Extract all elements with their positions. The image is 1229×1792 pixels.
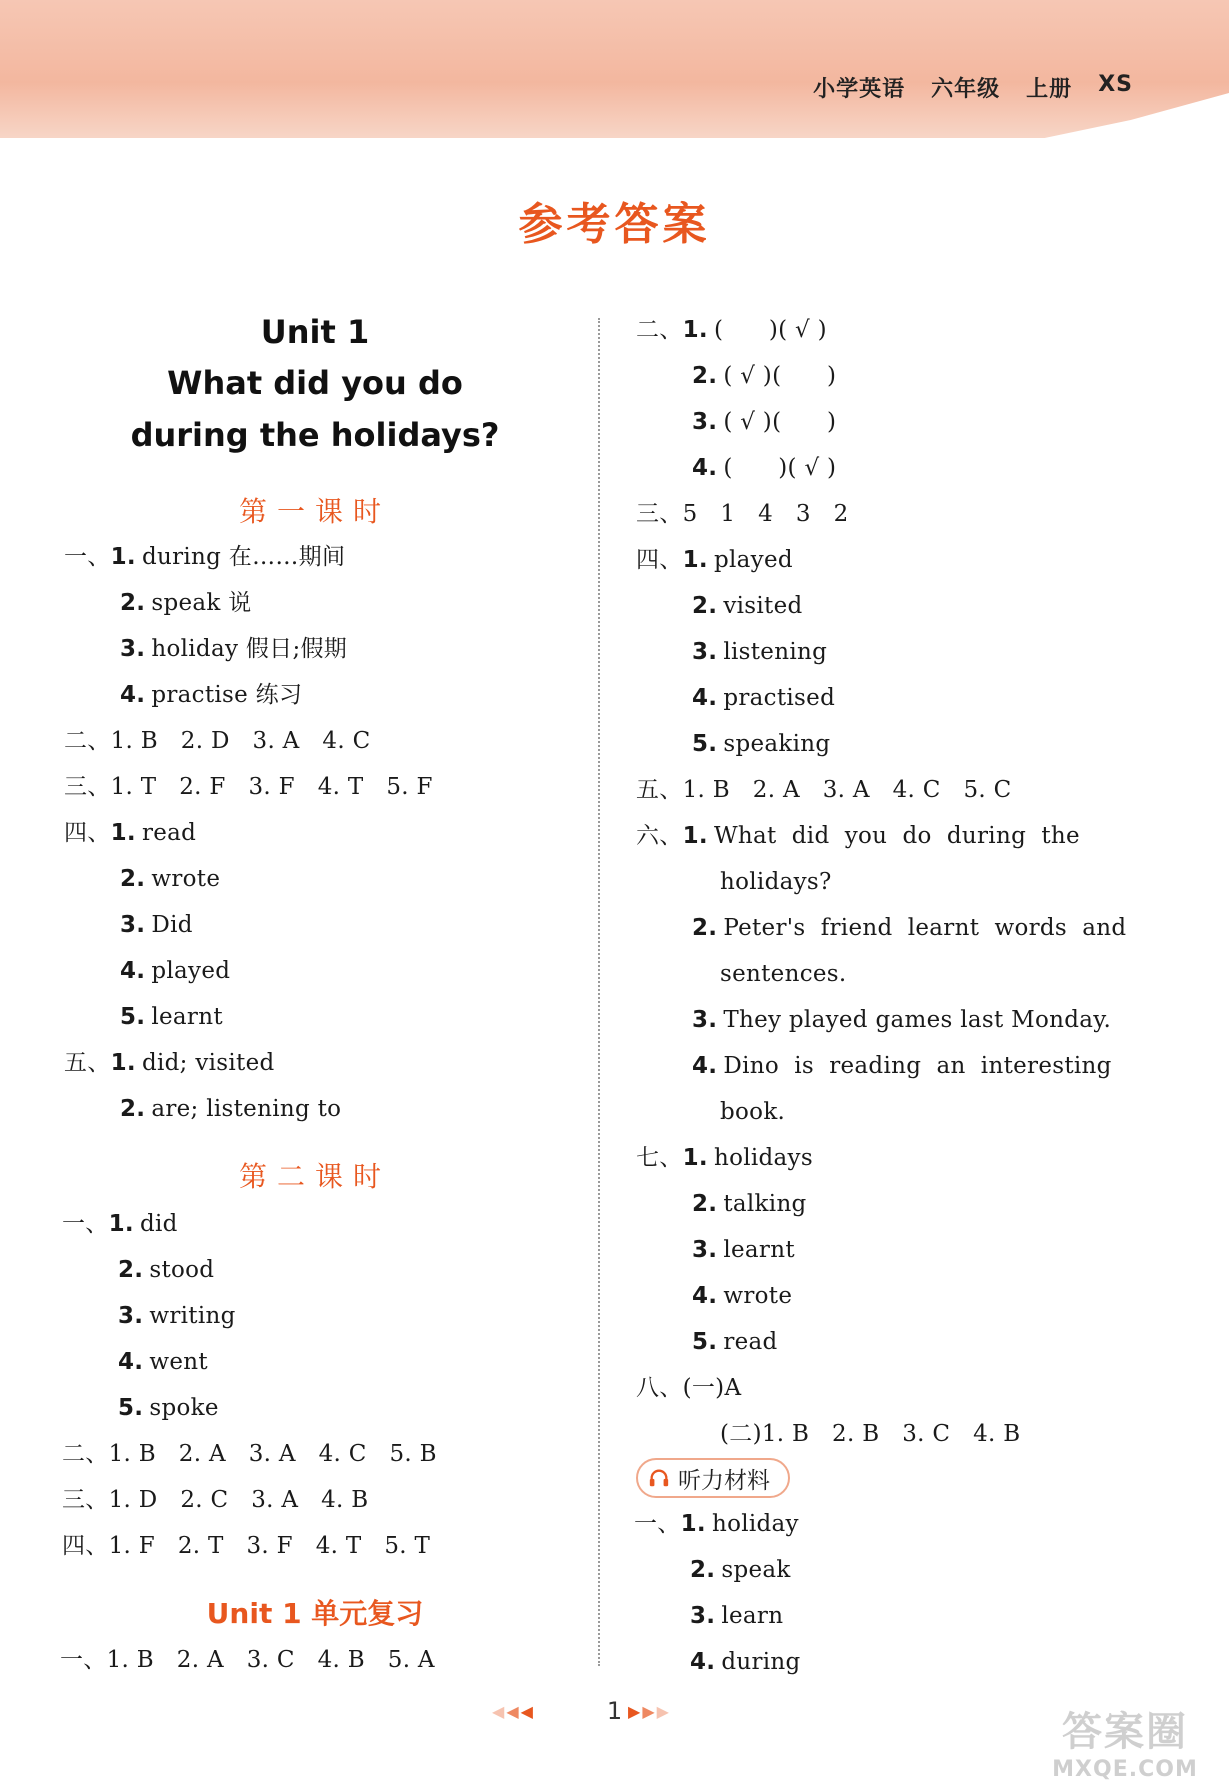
item-number: 2. [120,590,146,616]
item-number: 5. [692,1329,718,1355]
item-number: 5. [118,1395,144,1421]
answer-text: visited [723,593,803,619]
answer-row [636,775,1012,805]
item-number: 3. [118,1303,144,1329]
answer-text: Peter's friend learnt words and [723,915,1127,941]
review-heading: Unit 1 单元复习 [206,1597,424,1630]
answer-text: 1. B 2. D 3. A 4. C [110,728,371,754]
answer-row [690,1601,783,1631]
answer-text: holidays? [720,869,832,895]
headphones-icon [648,1467,670,1489]
answer-row [120,910,193,940]
answer-text: are; listening to [151,1096,342,1122]
answer-text: stood [149,1257,215,1283]
answer-row [692,453,836,483]
answer-text: practise 练习 [151,682,303,708]
answer-row [64,542,345,572]
answer-row [118,1301,236,1331]
answer-row [118,1393,219,1423]
question-prefix: 七、 [636,1145,683,1171]
question-prefix: 三、 [62,1487,109,1513]
answer-row [636,499,849,529]
answer-text: speak [721,1557,791,1583]
answer-row [62,1531,430,1561]
header-volume: 上册 [1026,77,1073,102]
answer-row [692,1281,792,1311]
answer-text: spoke [149,1395,219,1421]
answer-row [720,1097,785,1127]
answer-row [120,588,252,618]
answer-text: practised [723,685,836,711]
question-prefix: 一、 [60,1647,107,1673]
answer-text: ( )( √ ) [713,317,827,343]
question-prefix: 六、 [636,823,683,849]
answer-row [120,680,302,710]
question-prefix: 二、 [64,728,111,754]
question-prefix: 三、 [64,774,111,800]
lesson-heading-2: 第二课时 [238,1160,391,1193]
answer-text: holiday 假日;假期 [151,636,348,662]
answer-row [690,1647,801,1677]
answer-row [692,1235,795,1265]
item-number: 3. [692,1237,718,1263]
answer-text: 1. B 2. A 3. A 4. C 5. B [108,1441,437,1467]
item-number: 5. [120,1004,146,1030]
item-number: 4. [692,685,718,711]
answer-text: during [721,1649,801,1675]
answer-text: talking [723,1191,807,1217]
answer-text: read [141,820,197,846]
question-prefix: 一、 [64,544,111,570]
answer-row [690,1555,791,1585]
answer-row [692,1005,1111,1035]
item-number: 3. [690,1603,716,1629]
answer-text: read [723,1329,778,1355]
answer-text: Did [151,912,193,938]
answer-text: sentences. [720,961,847,987]
header-info [813,72,1133,103]
answer-text: 1. D 2. C 3. A 4. B [108,1487,369,1513]
answer-text: (二)1. B 2. B 3. C 4. B [720,1421,1021,1447]
item-number: 4. [690,1649,716,1675]
answer-text: (一)A [682,1375,742,1401]
answer-text: ( )( √ ) [723,455,837,481]
item-number: 2. [118,1257,144,1283]
answer-text: ( √ )( ) [723,409,837,435]
answer-row [120,1002,223,1032]
question-prefix: 四、 [636,547,683,573]
item-number: 2. [692,915,718,941]
answer-row [636,821,1080,851]
item-number: 1. [108,1211,134,1237]
unit-subtitle-line2: during the holidays? [130,416,500,454]
answer-row [118,1347,208,1377]
item-number: 1. [110,544,136,570]
item-number: 3. [120,636,146,662]
answer-row [720,1419,1020,1449]
arrow-right-icon: ▶▶▶ [628,1702,671,1721]
answer-text: wrote [723,1283,793,1309]
unit-title: Unit 1 [260,313,370,351]
answer-row [692,1189,807,1219]
question-prefix: 四、 [64,820,111,846]
answer-row [64,772,433,802]
header-edition: XS [1098,72,1133,97]
answer-text: They played games last Monday. [723,1007,1112,1033]
answer-row [64,726,370,756]
answer-text: Dino is reading an interesting [723,1053,1112,1079]
answer-text: 1. T 2. F 3. F 4. T 5. F [110,774,433,800]
item-number: 3. [692,409,718,435]
answer-text: What did you do during the [713,823,1080,849]
answer-row [120,634,347,664]
item-number: 1. [110,1050,136,1076]
answer-row [692,1051,1112,1081]
answer-row [62,1485,368,1515]
answer-text: 1. B 2. A 3. C 4. B 5. A [106,1647,435,1673]
answer-text: learnt [151,1004,223,1030]
answer-row [634,1509,799,1539]
answer-row [62,1209,178,1239]
answer-text: ( √ )( ) [723,363,837,389]
answer-row [64,818,196,848]
answer-text: 1. B 2. A 3. A 4. C 5. C [682,777,1012,803]
question-prefix: 一、 [62,1211,109,1237]
answer-row [692,913,1126,943]
answer-text: speak 说 [151,590,252,616]
watermark-text: 答案圈 [1062,1709,1188,1755]
answer-text: holiday [711,1511,799,1537]
question-prefix: 五、 [636,777,683,803]
answer-row [118,1255,214,1285]
answer-text: went [149,1349,208,1375]
answer-row [692,683,835,713]
item-number: 3. [120,912,146,938]
answer-row [64,1048,275,1078]
answer-row [720,959,847,989]
answer-row [692,1327,778,1357]
unit-subtitle-line1: What did you do [167,364,463,402]
answer-row [120,864,220,894]
answer-row [62,1439,437,1469]
question-prefix: 二、 [636,317,683,343]
item-number: 3. [692,1007,718,1033]
item-number: 4. [120,958,146,984]
item-number: 4. [692,455,718,481]
answer-text: learnt [723,1237,795,1263]
answer-text: wrote [151,866,221,892]
answer-row [692,407,836,437]
answer-text: holidays [713,1145,813,1171]
item-number: 2. [690,1557,716,1583]
question-prefix: 三、 [636,501,683,527]
item-number: 1. [680,1511,706,1537]
item-number: 2. [120,866,146,892]
item-number: 1. [110,820,136,846]
item-number: 1. [682,547,708,573]
question-prefix: 二、 [62,1441,109,1467]
answer-row [636,315,827,345]
item-number: 1. [682,823,708,849]
item-number: 2. [692,1191,718,1217]
answer-row [720,867,832,897]
answer-row [692,591,803,621]
item-number: 1. [682,1145,708,1171]
answer-row [60,1645,435,1675]
answer-row [636,1143,813,1173]
answer-text: 1. F 2. T 3. F 4. T 5. T [108,1533,431,1559]
watermark-url: MXQE.COM [1052,1757,1198,1782]
lesson-heading-1: 第一课时 [238,495,391,528]
answer-text: 5 1 4 3 2 [682,501,849,527]
page-title: 参考答案 [518,199,711,250]
answer-row [120,1094,341,1124]
answer-text: listening [723,639,828,665]
answer-text: learn [721,1603,784,1629]
answer-text: speaking [723,731,831,757]
answer-text: did; visited [141,1050,275,1076]
answer-row [636,1373,741,1403]
item-number: 4. [692,1053,718,1079]
item-number: 1. [682,317,708,343]
header-subject: 小学英语 [813,77,906,102]
listening-label: 听力材料 [678,1467,770,1494]
answer-text: writing [149,1303,236,1329]
question-prefix: 一、 [634,1511,681,1537]
item-number: 4. [692,1283,718,1309]
column-divider [598,318,600,1666]
arrow-left-icon: ◀◀◀ [492,1702,535,1721]
answer-text: played [713,547,793,573]
question-prefix: 八、 [636,1375,683,1401]
item-number: 4. [118,1349,144,1375]
item-number: 4. [120,682,146,708]
answer-text: played [151,958,231,984]
question-prefix: 五、 [64,1050,111,1076]
watermark-logo [1035,1700,1215,1788]
item-number: 2. [692,593,718,619]
answer-text: during 在……期间 [141,544,346,570]
question-prefix: 四、 [62,1533,109,1559]
page-number: 1 [606,1697,623,1725]
answer-text: did [139,1211,178,1237]
answer-row [120,956,230,986]
item-number: 2. [120,1096,146,1122]
item-number: 5. [692,731,718,757]
answer-row [692,361,836,391]
answer-row [636,545,793,575]
answer-text: book. [720,1099,786,1125]
header-grade: 六年级 [931,77,1001,102]
item-number: 3. [692,639,718,665]
listening-badge [636,1458,790,1498]
item-number: 2. [692,363,718,389]
answer-row [692,637,827,667]
answer-row [692,729,830,759]
